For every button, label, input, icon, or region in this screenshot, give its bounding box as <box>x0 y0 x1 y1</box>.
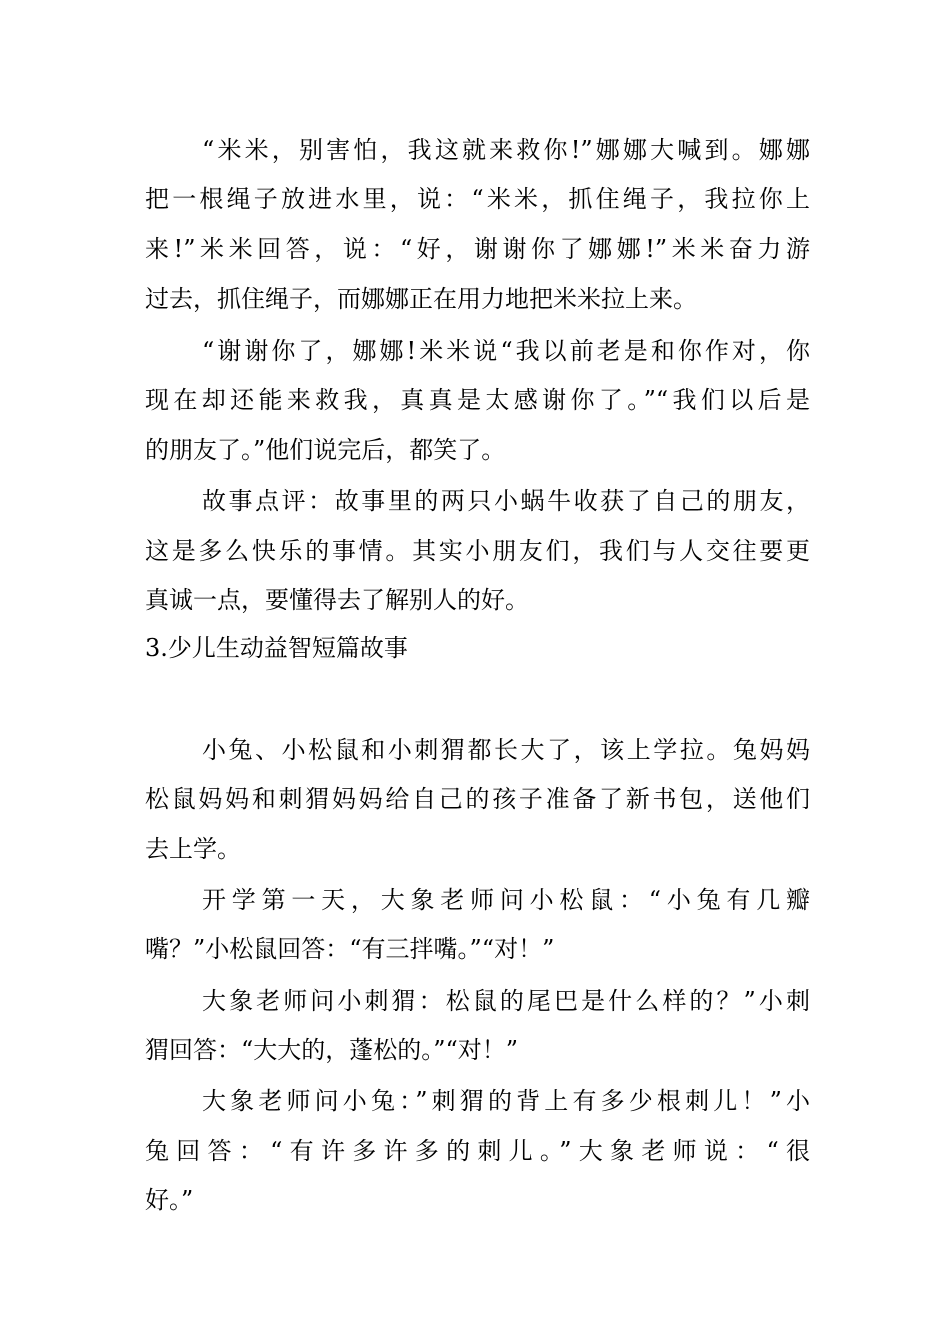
text-line: 大象老师问小刺猬：松鼠的尾巴是什么样的？”小刺 <box>202 987 810 1015</box>
text-line: “谢谢你了，娜娜!米米说“我以前老是和你作对，你 <box>202 337 810 365</box>
text-line: 真诚一点，要懂得去了解别人的好。 <box>145 586 529 614</box>
text-line: 嘴？”小松鼠回答：“有三拌嘴。”“对！” <box>145 935 555 963</box>
text-line: 好。” <box>145 1186 194 1214</box>
text-line: 大象老师问小兔：”刺猬的背上有多少根刺儿！”小 <box>202 1087 810 1115</box>
text-line: 故事点评：故事里的两只小蜗牛收获了自己的朋友， <box>202 487 810 515</box>
section-heading: 3.少儿生动益智短篇故事 <box>145 634 408 662</box>
text-line: 现在却还能来救我，真真是太感谢你了。”“我们以后是 <box>145 386 810 414</box>
text-line: 过去，抓住绳子，而娜娜正在用力地把米米拉上来。 <box>145 285 697 313</box>
text-line: “米米，别害怕，我这就来救你!”娜娜大喊到。娜娜 <box>202 136 810 164</box>
text-line: 猬回答：“大大的，蓬松的。”“对！” <box>145 1036 519 1064</box>
text-line: 松鼠妈妈和刺猬妈妈给自己的孩子准备了新书包，送他们 <box>145 785 810 813</box>
text-line: 这是多么快乐的事情。其实小朋友们，我们与人交往要更 <box>145 537 810 565</box>
text-line: 小兔、小松鼠和小刺猬都长大了，该上学拉。兔妈妈 <box>202 736 810 764</box>
text-line: 开学第一天，大象老师问小松鼠：“小兔有几瓣 <box>202 886 810 914</box>
text-line: 的朋友了。”他们说完后，都笑了。 <box>145 436 506 464</box>
text-line: 去上学。 <box>145 835 241 863</box>
text-line: 把一根绳子放进水里，说：“米米，抓住绳子，我拉你上 <box>145 185 810 213</box>
text-line: 兔回答：“有许多许多的刺儿。”大象老师说：“很 <box>145 1137 810 1165</box>
text-line: 来!”米米回答，说：“好，谢谢你了娜娜!”米米奋力游 <box>145 235 810 263</box>
